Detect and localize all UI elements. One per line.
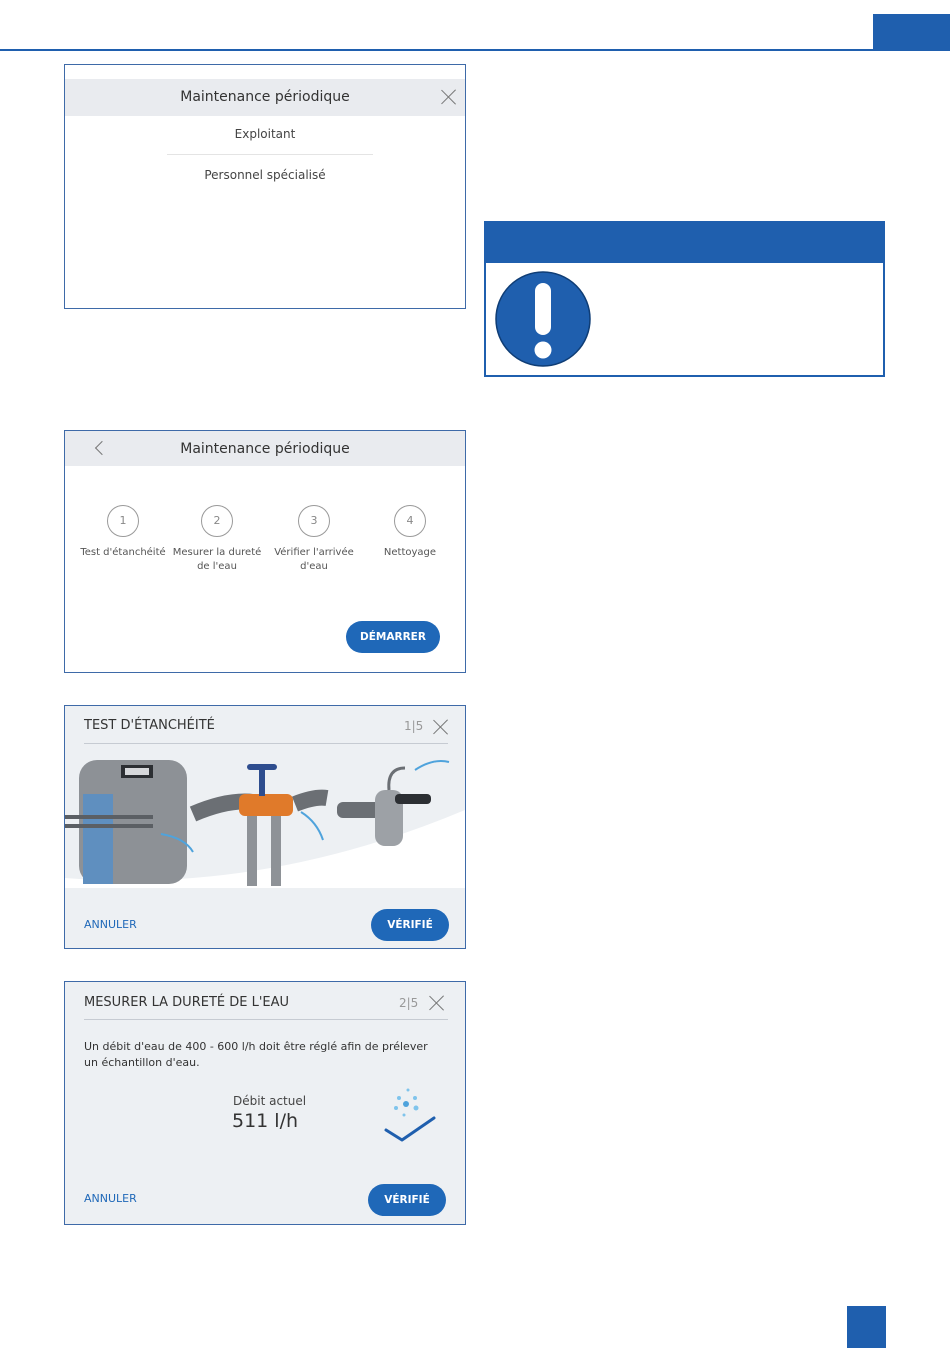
dialog-title: Maintenance périodique — [180, 89, 350, 105]
cancel-link[interactable]: ANNULER — [84, 1192, 137, 1205]
page-tab — [847, 1306, 886, 1348]
flow-label: Débit actuel — [233, 1094, 307, 1108]
header-rule — [0, 49, 873, 51]
leak-test-illustration — [65, 754, 465, 888]
close-icon[interactable] — [441, 89, 457, 105]
screenshot-maintenance-menu — [64, 64, 466, 309]
step-4 — [362, 505, 458, 560]
header-rule — [84, 1019, 448, 1020]
close-icon[interactable] — [429, 995, 445, 1011]
dialog-title: MESURER LA DURETÉ DE L'EAU — [84, 995, 290, 1010]
start-button[interactable]: DÉMARRER — [346, 621, 440, 653]
cancel-link[interactable]: ANNULER — [84, 918, 137, 931]
dialog-title: TEST D'ÉTANCHÉITÉ — [84, 718, 215, 733]
verified-button[interactable]: VÉRIFIÉ — [368, 1184, 446, 1216]
close-icon[interactable] — [433, 719, 449, 735]
dialog-header — [65, 431, 465, 466]
step-counter: 1|5 — [404, 719, 424, 733]
step-number: 2 — [201, 505, 233, 537]
screenshot-maintenance-steps — [64, 430, 466, 673]
step-number: 4 — [394, 505, 426, 537]
instruction-text: Un débit d'eau de 400 - 600 l/h doit être réglé afin de prélever un échantillon d'eau. — [84, 1040, 428, 1069]
dialog-title: Maintenance périodique — [180, 441, 350, 457]
step-label: Mesurer la dureté de l'eau — [172, 547, 262, 572]
step-label: Test d'étanchéité — [80, 547, 166, 558]
header-rule — [84, 743, 448, 744]
water-flow-icon — [382, 1086, 440, 1144]
menu-divider — [167, 154, 373, 155]
screenshot-water-hardness — [64, 981, 466, 1225]
dialog-header — [65, 79, 465, 116]
step-label: Nettoyage — [383, 547, 437, 558]
verified-button[interactable]: VÉRIFIÉ — [371, 909, 449, 941]
step-2 — [169, 505, 265, 574]
notice-box — [484, 221, 885, 377]
notice-header — [486, 223, 883, 263]
menu-item-specialist[interactable]: Personnel spécialisé — [204, 168, 326, 182]
screenshot-leak-test — [64, 705, 466, 949]
step-label: Vérifier l'arrivée d'eau — [274, 547, 354, 572]
exclamation-icon — [495, 271, 591, 367]
step-number: 3 — [298, 505, 330, 537]
flow-value: 511 l/h — [232, 1110, 299, 1132]
header-tab — [873, 14, 950, 51]
step-3 — [266, 505, 362, 574]
step-1 — [75, 505, 171, 560]
step-counter: 2|5 — [399, 996, 419, 1010]
step-number: 1 — [107, 505, 139, 537]
menu-item-operator[interactable]: Exploitant — [234, 127, 296, 141]
